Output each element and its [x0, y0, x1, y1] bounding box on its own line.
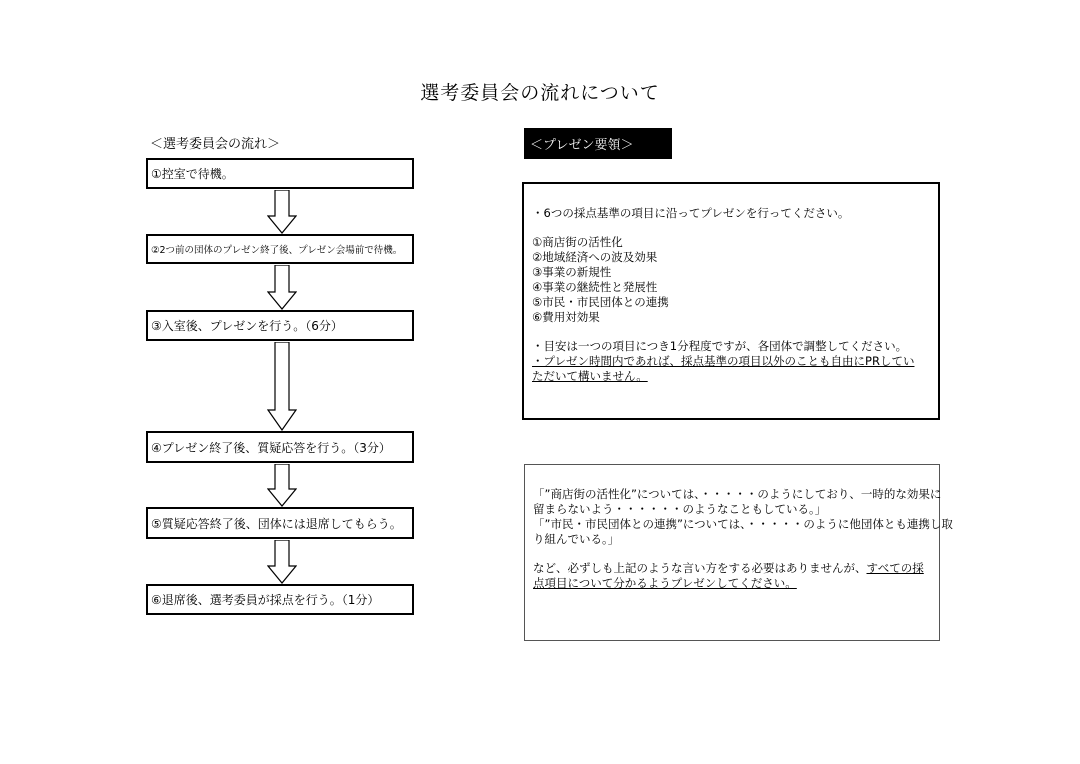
criterion-item: ⑥費用対効果: [532, 310, 600, 324]
flow-step-3: ③入室後、プレゼンを行う。（6分）: [146, 310, 414, 341]
criterion-item: ④事業の継続性と発展性: [532, 280, 658, 294]
example-line: り組んでいる。」: [533, 532, 620, 546]
example-line: 留まらないよう・・・・・・のようなこともしている。」: [533, 502, 827, 516]
free-pr-note: ・プレゼン時間内であれば、採点基準の項目以外のことも自由にPRしてい: [532, 354, 915, 368]
example-closing: [533, 561, 931, 576]
page-title: 選考委員会の流れについて: [420, 82, 660, 104]
time-guideline-note: ・目安は一つの項目につき1分程度ですが、各団体で調整してください。: [532, 339, 908, 353]
criterion-item: ①商店街の活性化: [532, 235, 623, 249]
presen-intro: ・6つの採点基準の項目に沿ってプレゼンを行ってください。: [532, 206, 850, 220]
example-line: 「”市民・市民団体との連携”については、・・・・・のように他団体とも連携し取: [533, 517, 953, 531]
down-arrow-icon: [267, 265, 297, 310]
flow-step-2: ②2つ前の団体のプレゼン終了後、プレゼン会場前で待機。: [146, 234, 414, 264]
criterion-item: ⑤市民・市民団体との連携: [532, 295, 669, 309]
example-box: [524, 464, 953, 641]
presen-heading: ＜プレゼン要領＞: [524, 128, 672, 159]
example-line: 「”商店街の活性化”については、・・・・・のようにしており、一時的な効果に: [533, 487, 942, 501]
example-closing-emphasis: すべての採: [866, 561, 924, 575]
flow-step-4: ④プレゼン終了後、質疑応答を行う。（3分）: [146, 431, 414, 463]
example-closing-plain: など、必ずしも上記のような言い方をする必要はありませんが、: [533, 561, 867, 575]
example-closing-emphasis-cont: 点項目について分かるようプレゼンしてください。: [533, 576, 797, 590]
criterion-item: ②地域経済への波及効果: [532, 250, 658, 264]
flow-step-6: ⑥退席後、選考委員が採点を行う。（1分）: [146, 584, 414, 615]
presen-guidelines-box: [522, 182, 940, 420]
down-arrow-icon: [267, 190, 297, 234]
down-arrow-icon: [267, 464, 297, 507]
down-arrow-icon: [267, 342, 297, 431]
flow-step-5: ⑤質疑応答終了後、団体には退席してもらう。: [146, 507, 414, 539]
flow-heading: ＜選考委員会の流れ＞: [150, 137, 281, 152]
down-arrow-icon: [267, 540, 297, 584]
criterion-item: ③事業の新規性: [532, 265, 612, 279]
flow-step-1: ①控室で待機。: [146, 158, 414, 189]
free-pr-note-cont: ただいて構いません。: [532, 369, 648, 383]
